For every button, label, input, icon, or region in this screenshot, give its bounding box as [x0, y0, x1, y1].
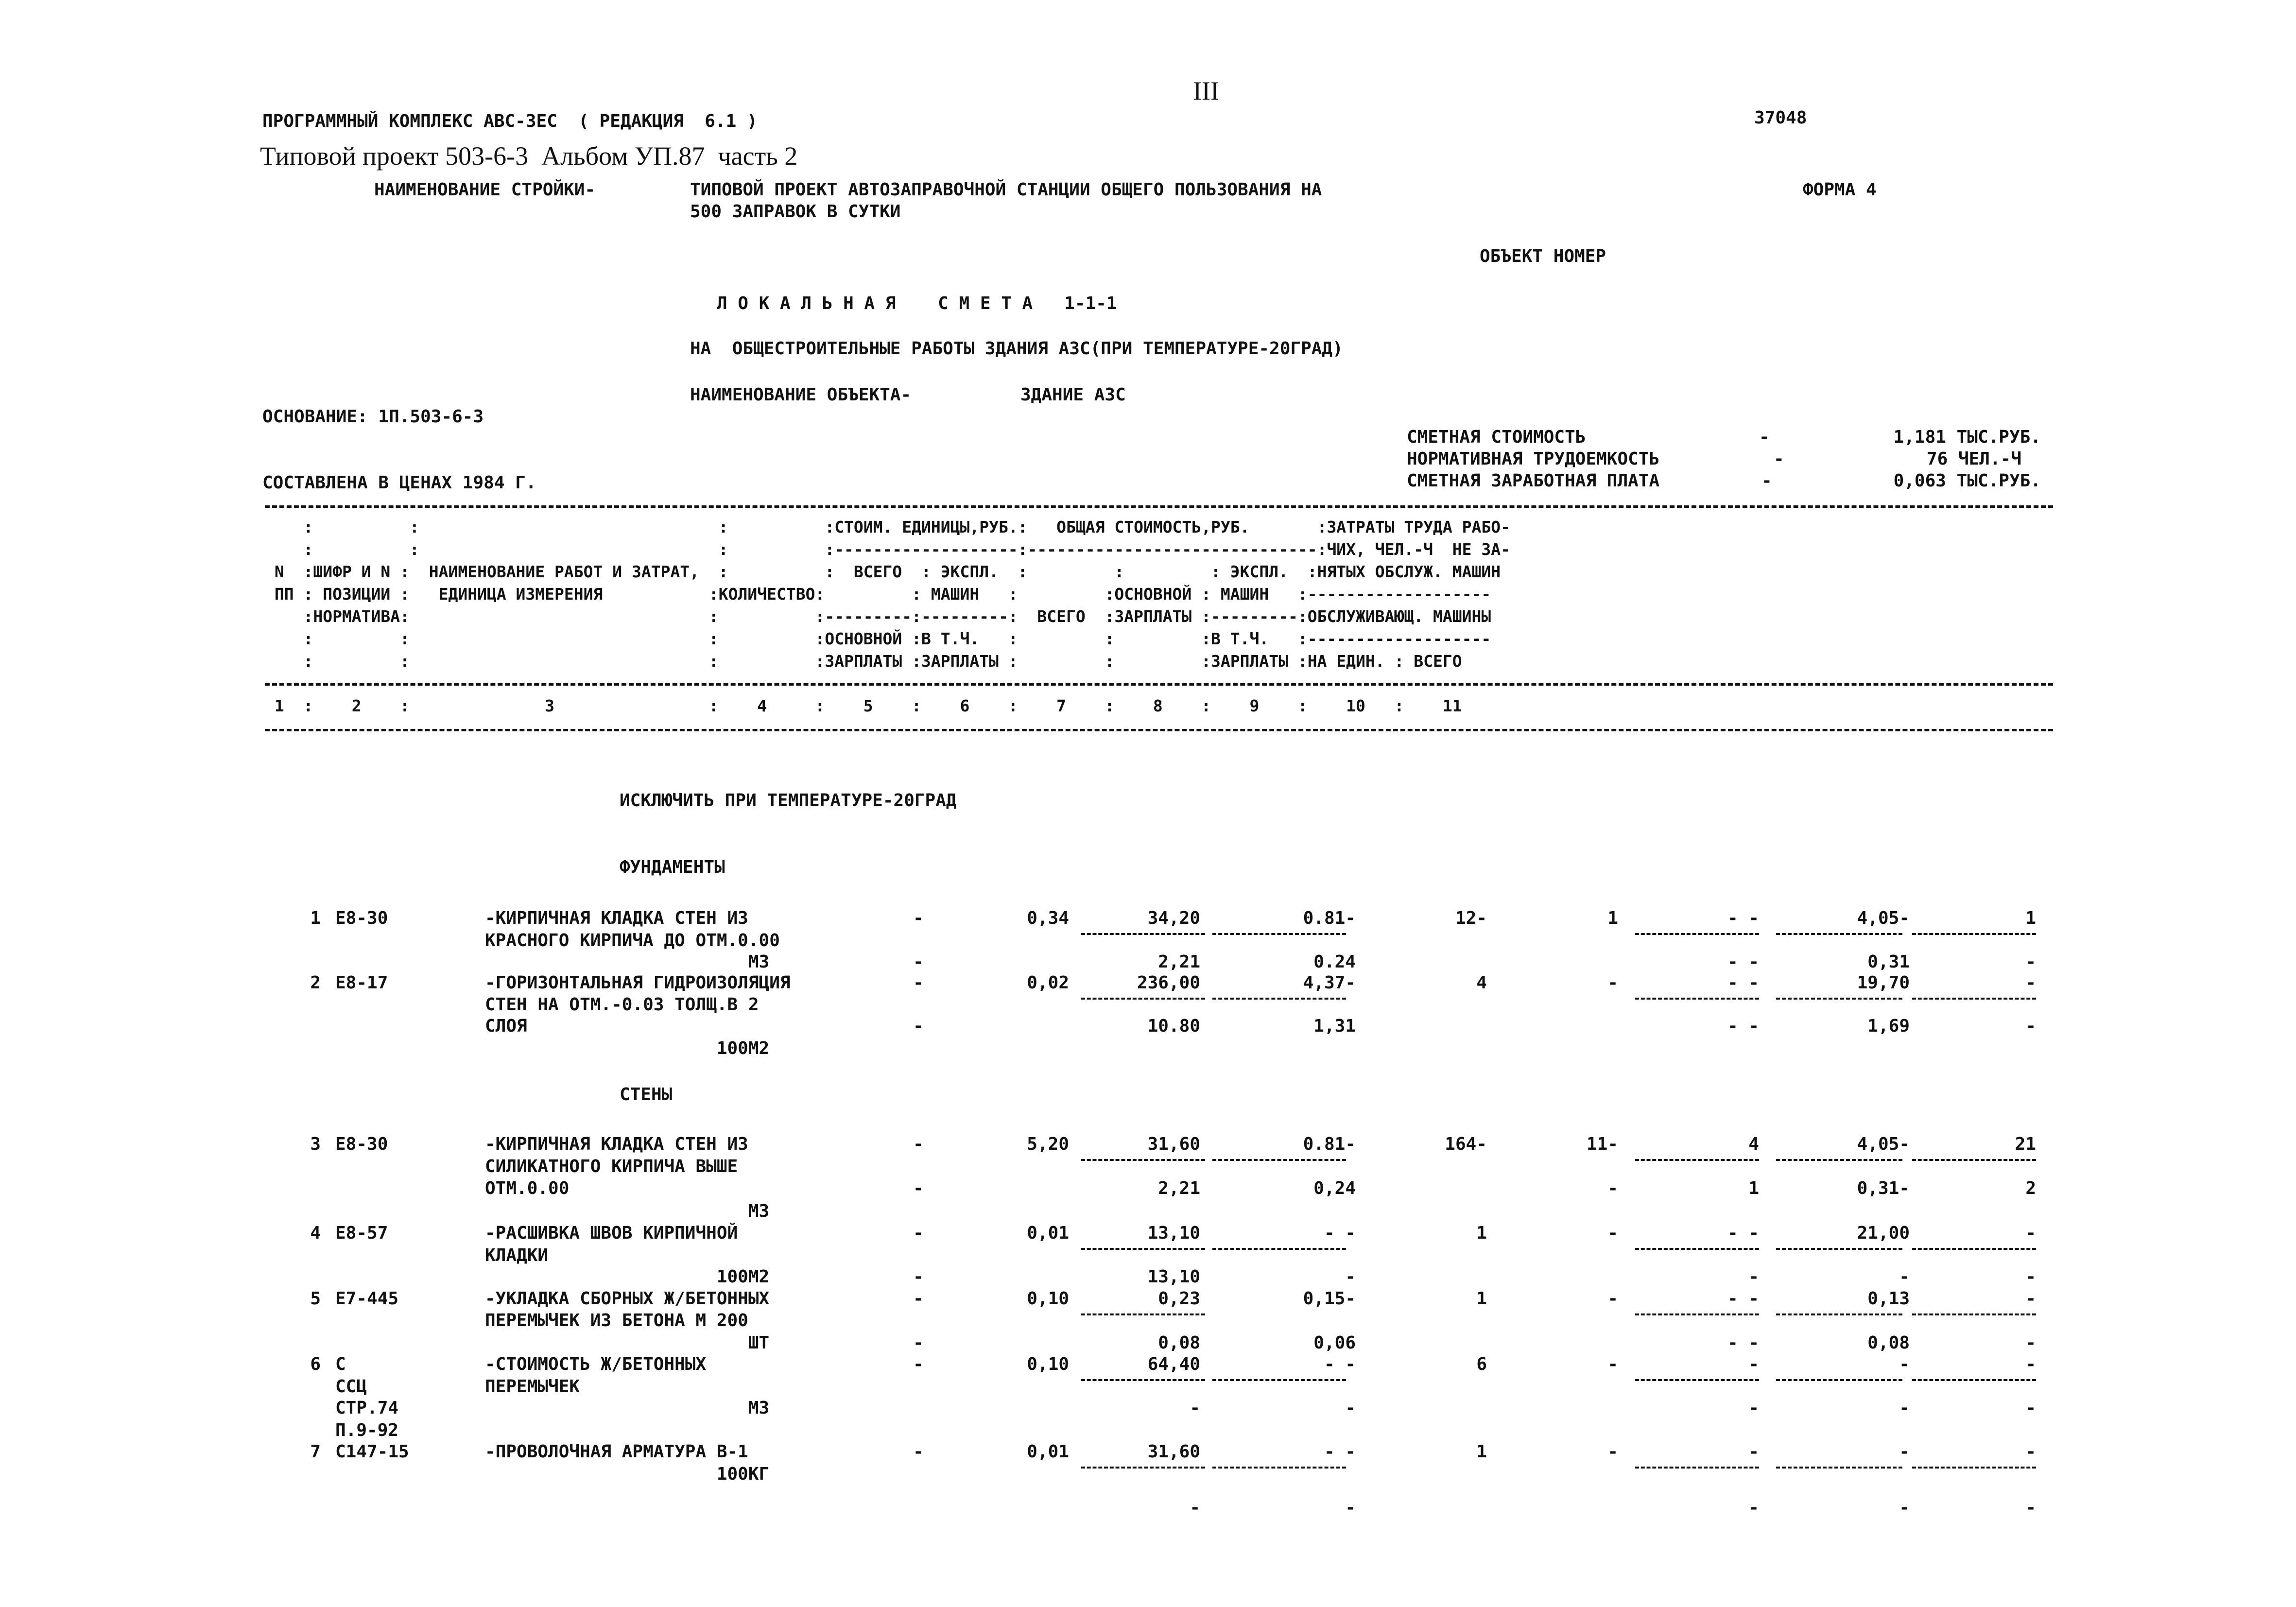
row-total-machine: -	[1748, 1267, 1759, 1287]
row-unit-machine: -	[1345, 1267, 1356, 1287]
summary-value-labor: 76 ЧЕЛ.-Ч	[1926, 449, 2021, 469]
row-total-machine: - -	[1727, 1333, 1759, 1353]
basis-line: ОСНОВАНИЕ: 1П.503-6-3	[262, 407, 484, 427]
estimate-subtitle: НА ОБЩЕСТРОИТЕЛЬНЫЕ РАБОТЫ ЗДАНИЯ АЗС(ПРИ ТЕМПЕРАТУРЕ-20ГРАД)	[690, 339, 1343, 359]
row-unit-machine: 0,06	[1313, 1333, 1356, 1353]
row-labor-total: -	[2025, 952, 2036, 972]
row-total-wages: 1	[1607, 908, 1618, 928]
row-labor-total: -	[2025, 1442, 2036, 1462]
subtotal-separator	[1081, 1379, 1205, 1381]
row-unit-cost: -	[1190, 1498, 1200, 1518]
row-labor-total: -	[2025, 1267, 2036, 1287]
row-unit-cost: 0,08	[1158, 1333, 1200, 1353]
subtotal-separator	[1635, 933, 1759, 935]
row-quantity: 0,01	[1027, 1442, 1069, 1462]
row-unit-cost: 2,21	[1158, 952, 1200, 972]
row-unit-machine: 0,24	[1313, 1178, 1356, 1198]
row-labor-total: 2	[2025, 1178, 2036, 1198]
subtotal-separator	[1912, 1248, 2036, 1250]
subtotal-separator	[1212, 998, 1346, 1000]
subtotal-separator	[1912, 1159, 2036, 1161]
row-labor-total: -	[2025, 1289, 2036, 1309]
subtotal-separator	[1212, 1248, 1346, 1250]
row-code: СТР.74	[335, 1398, 399, 1418]
row-code: С	[335, 1354, 346, 1374]
row-labor-unit: -	[1899, 1442, 1910, 1462]
row-name: ШТ	[485, 1333, 770, 1353]
row-name: ОТМ.0.00	[485, 1178, 570, 1198]
row-name: -УКЛАДКА СБОРНЫХ Ж/БЕТОННЫХ	[485, 1289, 770, 1309]
subtotal-separator	[1912, 1379, 2036, 1381]
subtotal-separator	[1081, 1248, 1205, 1250]
row-name: СИЛИКАТНОГО КИРПИЧА ВЫШЕ	[485, 1157, 738, 1176]
subtotal-separator	[1776, 1159, 1902, 1161]
program-line: ПРОГРАММНЫЙ КОМПЛЕКС АВС-ЗЕС ( РЕДАКЦИЯ 6.1 )	[262, 111, 758, 131]
subtotal-separator	[1912, 1313, 2036, 1315]
row-dash: -	[913, 1289, 924, 1309]
row-dash: -	[913, 1134, 924, 1154]
construction-name-line2: 500 ЗАПРАВОК В СУТКИ	[690, 202, 901, 222]
header-line: : : : :ОСНОВНОЙ :В Т.Ч. : : :В Т.Ч. :-------------------	[265, 629, 1491, 648]
row-unit-machine: 1,31	[1313, 1016, 1356, 1036]
row-number: 6	[310, 1354, 321, 1374]
row-name: -КИРПИЧНАЯ КЛАДКА СТЕН ИЗ	[485, 1134, 748, 1154]
row-total: 6	[1476, 1354, 1487, 1374]
row-code: Е7-445	[335, 1289, 399, 1309]
row-labor-unit: 21,00	[1857, 1223, 1910, 1243]
subtotal-separator	[1912, 998, 2036, 1000]
subtotal-separator	[1081, 998, 1205, 1000]
subtotal-separator	[1635, 1379, 1759, 1381]
subtotal-separator	[1635, 1159, 1759, 1161]
row-unit-cost: 236,00	[1137, 973, 1200, 993]
row-dash: -	[913, 973, 924, 993]
row-name: 100КГ	[485, 1464, 770, 1484]
subtotal-separator	[1212, 1467, 1346, 1469]
form-label: ФОРМА 4	[1803, 180, 1877, 200]
row-code: П.9-92	[335, 1420, 399, 1440]
row-code: ССЦ	[335, 1377, 367, 1397]
row-name: -РАСШИВКА ШВОВ КИРПИЧНОЙ	[485, 1223, 738, 1243]
object-name: ЗДАНИЕ АЗС	[1020, 385, 1126, 405]
summary-label-cost: СМЕТНАЯ СТОИМОСТЬ	[1407, 427, 1586, 447]
row-unit-machine: - -	[1324, 1442, 1356, 1462]
subtotal-separator	[1081, 933, 1205, 935]
subtotal-separator	[1776, 933, 1902, 935]
row-unit-cost: 31,60	[1147, 1442, 1200, 1462]
row-total-wages: -	[1607, 1178, 1618, 1198]
row-unit-machine: - -	[1324, 1223, 1356, 1243]
row-unit-cost: -	[1190, 1398, 1200, 1418]
row-name: КРАСНОГО КИРПИЧА ДО ОТМ.0.00	[485, 931, 780, 950]
row-code: Е8-17	[335, 973, 388, 993]
row-code: Е8-57	[335, 1223, 388, 1243]
row-total-wages: -	[1607, 1442, 1618, 1462]
row-labor-total: -	[2025, 973, 2036, 993]
row-labor-total: -	[2025, 1398, 2036, 1418]
row-total: 164-	[1445, 1134, 1487, 1154]
subtotal-separator	[1081, 1159, 1205, 1161]
row-name: М3	[485, 1398, 770, 1418]
subtotal-separator	[1776, 998, 1902, 1000]
row-name: СЛОЯ	[485, 1016, 527, 1036]
project-line: Типовой проект 503-6-3 Альбом УП.87 часть 2	[260, 141, 798, 171]
construction-label: НАИМЕНОВАНИЕ СТРОЙКИ-	[374, 180, 596, 200]
row-quantity: 5,20	[1027, 1134, 1069, 1154]
row-name: КЛАДКИ	[485, 1245, 549, 1265]
row-labor-total: -	[2025, 1016, 2036, 1036]
row-dash: -	[913, 1223, 924, 1243]
row-name: М3	[485, 952, 770, 972]
row-total-machine: -	[1748, 1498, 1759, 1518]
row-dash: -	[913, 1333, 924, 1353]
row-labor-total: 21	[2015, 1134, 2036, 1154]
row-dash: -	[913, 1178, 924, 1198]
row-total: 1	[1476, 1442, 1487, 1462]
row-total: 4	[1476, 973, 1487, 993]
prices-line: СОСТАВЛЕНА В ЦЕНАХ 1984 Г.	[262, 473, 536, 493]
row-unit-cost: 34,20	[1147, 908, 1200, 928]
row-labor-unit: 4,05-	[1857, 1134, 1910, 1154]
row-dash: -	[913, 1267, 924, 1287]
summary-dash: -	[1774, 449, 1784, 469]
row-labor-unit: -	[1899, 1498, 1910, 1518]
row-labor-unit: 4,05-	[1857, 908, 1910, 928]
row-total-machine: - -	[1727, 1016, 1759, 1036]
row-name: -КИРПИЧНАЯ КЛАДКА СТЕН ИЗ	[485, 908, 748, 928]
header-mid-rule	[265, 683, 2053, 686]
row-number: 7	[310, 1442, 321, 1462]
row-labor-unit: 1,69	[1867, 1016, 1910, 1036]
row-total-wages: -	[1607, 1289, 1618, 1309]
row-code: Е8-30	[335, 1134, 388, 1154]
row-labor-unit: 0,31-	[1857, 1178, 1910, 1198]
summary-label-labor: НОРМАТИВНАЯ ТРУДОЕМКОСТЬ	[1407, 449, 1660, 469]
row-quantity: 0,34	[1027, 908, 1069, 928]
row-total-machine: - -	[1727, 1223, 1759, 1243]
row-labor-unit: 0,13	[1867, 1289, 1910, 1309]
row-unit-cost: 13,10	[1147, 1267, 1200, 1287]
header-line: ПП : ПОЗИЦИИ : ЕДИНИЦА ИЗМЕРЕНИЯ :КОЛИЧЕСТВО: : МАШИН : :ОСНОВНОЙ : МАШИН :-------------------	[265, 585, 1491, 604]
row-dash: -	[913, 908, 924, 928]
row-number: 4	[310, 1223, 321, 1243]
row-labor-total: 1	[2025, 908, 2036, 928]
summary-dash: -	[1759, 427, 1770, 447]
row-unit-machine: -	[1345, 1498, 1356, 1518]
row-total-machine: 1	[1748, 1178, 1759, 1198]
page-number: III	[1193, 76, 1219, 105]
column-numbers: 1 : 2 : 3 : 4 : 5 : 6 : 7 : 8 : 9 : 10 : 11	[265, 696, 1462, 715]
subtotal-separator	[1635, 998, 1759, 1000]
summary-label-wages: СМЕТНАЯ ЗАРАБОТНАЯ ПЛАТА	[1407, 471, 1660, 491]
subtotal-separator	[1212, 1379, 1346, 1381]
row-dash: -	[913, 1016, 924, 1036]
row-number: 1	[310, 908, 321, 928]
subtotal-separator	[1081, 1313, 1205, 1315]
row-quantity: 0,02	[1027, 973, 1069, 993]
header-line: : : : :СТОИМ. ЕДИНИЦЫ,РУБ.: ОБЩАЯ СТОИМОСТЬ,РУБ. :ЗАТРАТЫ ТРУДА РАБО-	[265, 518, 1510, 536]
row-dash: -	[913, 1442, 924, 1462]
object-number-label: ОБЪЕКТ НОМЕР	[1480, 246, 1606, 266]
row-dash: -	[913, 952, 924, 972]
row-name: ПЕРЕМЫЧЕК ИЗ БЕТОНА М 200	[485, 1311, 748, 1331]
row-name: -ПРОВОЛОЧНАЯ АРМАТУРА В-1	[485, 1442, 748, 1462]
row-total-wages: -	[1607, 973, 1618, 993]
row-code: С147-15	[335, 1442, 409, 1462]
row-name: 100М2	[485, 1038, 770, 1058]
row-code: Е8-30	[335, 908, 388, 928]
row-name: ПЕРЕМЫЧЕК	[485, 1377, 580, 1397]
row-labor-unit: 0,31	[1867, 952, 1910, 972]
row-total: 12-	[1455, 908, 1487, 928]
row-total: 1	[1476, 1223, 1487, 1243]
row-labor-unit: 0,08	[1867, 1333, 1910, 1353]
subtotal-separator	[1635, 1248, 1759, 1250]
row-unit-cost: 13,10	[1147, 1223, 1200, 1243]
row-labor-unit: -	[1899, 1267, 1910, 1287]
row-name: -СТОИМОСТЬ Ж/БЕТОННЫХ	[485, 1354, 707, 1374]
header-line: :НОРМАТИВА: : :---------:---------: ВСЕГО :ЗАРПЛАТЫ :---------:ОБСЛУЖИВАЮЩ. МАШИНЫ	[265, 607, 1491, 626]
row-total-machine: -	[1748, 1442, 1759, 1462]
row-labor-unit: 19,70	[1857, 973, 1910, 993]
summary-value-wages: 0,063 ТЫС.РУБ.	[1893, 471, 2041, 491]
row-total-machine: - -	[1727, 952, 1759, 972]
section-foundations-heading: ФУНДАМЕНТЫ	[620, 857, 725, 877]
row-labor-total: -	[2025, 1354, 2036, 1374]
header-bottom-rule	[265, 729, 2053, 731]
row-labor-unit: -	[1899, 1354, 1910, 1374]
row-unit-cost: 10.80	[1147, 1016, 1200, 1036]
header-line: : : : :ЗАРПЛАТЫ :ЗАРПЛАТЫ : : :ЗАРПЛАТЫ :НА ЕДИН. : ВСЕГО	[265, 652, 1462, 671]
summary-value-cost: 1,181 ТЫС.РУБ.	[1893, 427, 2041, 447]
row-unit-machine: 4,37-	[1303, 973, 1356, 993]
row-unit-machine: 0.81-	[1303, 1134, 1356, 1154]
subtotal-separator	[1912, 1467, 2036, 1469]
subtotal-separator	[1776, 1467, 1902, 1469]
row-number: 3	[310, 1134, 321, 1154]
row-total-machine: -	[1748, 1398, 1759, 1418]
row-unit-cost: 64,40	[1147, 1354, 1200, 1374]
row-total-wages: -	[1607, 1354, 1618, 1374]
row-name: 100М2	[485, 1267, 770, 1287]
row-total-wages: 11-	[1586, 1134, 1618, 1154]
row-total-machine: -	[1748, 1354, 1759, 1374]
row-total: 1	[1476, 1289, 1487, 1309]
subtotal-separator	[1635, 1313, 1759, 1315]
row-quantity: 0,10	[1027, 1354, 1069, 1374]
summary-dash: -	[1761, 471, 1772, 491]
subtotal-separator	[1776, 1248, 1902, 1250]
row-total-machine: - -	[1727, 973, 1759, 993]
subtotal-separator	[1912, 933, 2036, 935]
section-exclude-heading: ИСКЛЮЧИТЬ ПРИ ТЕМПЕРАТУРЕ-20ГРАД	[620, 791, 957, 811]
construction-name-line1: ТИПОВОЙ ПРОЕКТ АВТОЗАПРАВОЧНОЙ СТАНЦИИ ОБЩЕГО ПОЛЬЗОВАНИЯ НА	[690, 180, 1322, 200]
row-quantity: 0,10	[1027, 1289, 1069, 1309]
subtotal-separator	[1212, 933, 1346, 935]
row-quantity: 0,01	[1027, 1223, 1069, 1243]
row-total-machine: - -	[1727, 1289, 1759, 1309]
row-total-machine: - -	[1727, 908, 1759, 928]
row-unit-cost: 2,21	[1158, 1178, 1200, 1198]
row-labor-total: -	[2025, 1498, 2036, 1518]
row-name: СТЕН НА ОТМ.-0.03 ТОЛЩ.В 2	[485, 995, 759, 1015]
document-number: 37048	[1754, 108, 1807, 128]
subtotal-separator	[1212, 1159, 1346, 1161]
header-line: : : : :-------------------:------------------------------:ЧИХ, ЧЕЛ.-Ч НЕ ЗА-	[265, 540, 1510, 559]
row-unit-machine: 0,15-	[1303, 1289, 1356, 1309]
row-labor-unit: -	[1899, 1398, 1910, 1418]
row-name: -ГОРИЗОНТАЛЬНАЯ ГИДРОИЗОЛЯЦИЯ	[485, 973, 791, 993]
row-total-wages: -	[1607, 1223, 1618, 1243]
row-labor-total: -	[2025, 1223, 2036, 1243]
row-number: 2	[310, 973, 321, 993]
header-line: N :ШИФР И N : НАИМЕНОВАНИЕ РАБОТ И ЗАТРАТ, : : ВСЕГО : ЭКСПЛ. : : : ЭКСПЛ. :НЯТЫХ ОБСЛУЖ. МАШИН	[265, 562, 1501, 581]
row-labor-total: -	[2025, 1333, 2036, 1353]
row-number: 5	[310, 1289, 321, 1309]
row-name: М3	[485, 1201, 770, 1221]
row-unit-machine: 0.24	[1313, 952, 1356, 972]
row-unit-machine: 0.81-	[1303, 908, 1356, 928]
row-unit-cost: 0,23	[1158, 1289, 1200, 1309]
row-total-machine: 4	[1748, 1134, 1759, 1154]
section-walls-heading: СТЕНЫ	[620, 1085, 673, 1105]
row-unit-cost: 31,60	[1147, 1134, 1200, 1154]
row-unit-machine: - -	[1324, 1354, 1356, 1374]
header-top-rule	[265, 505, 2053, 508]
row-dash: -	[913, 1354, 924, 1374]
subtotal-separator	[1081, 1467, 1205, 1469]
row-unit-machine: -	[1345, 1398, 1356, 1418]
subtotal-separator	[1776, 1313, 1902, 1315]
subtotal-separator	[1635, 1467, 1759, 1469]
estimate-title: Л О К А Л Ь Н А Я С М Е Т А 1-1-1	[717, 294, 1117, 313]
subtotal-separator	[1776, 1379, 1902, 1381]
object-name-label: НАИМЕНОВАНИЕ ОБЪЕКТА-	[690, 385, 912, 405]
